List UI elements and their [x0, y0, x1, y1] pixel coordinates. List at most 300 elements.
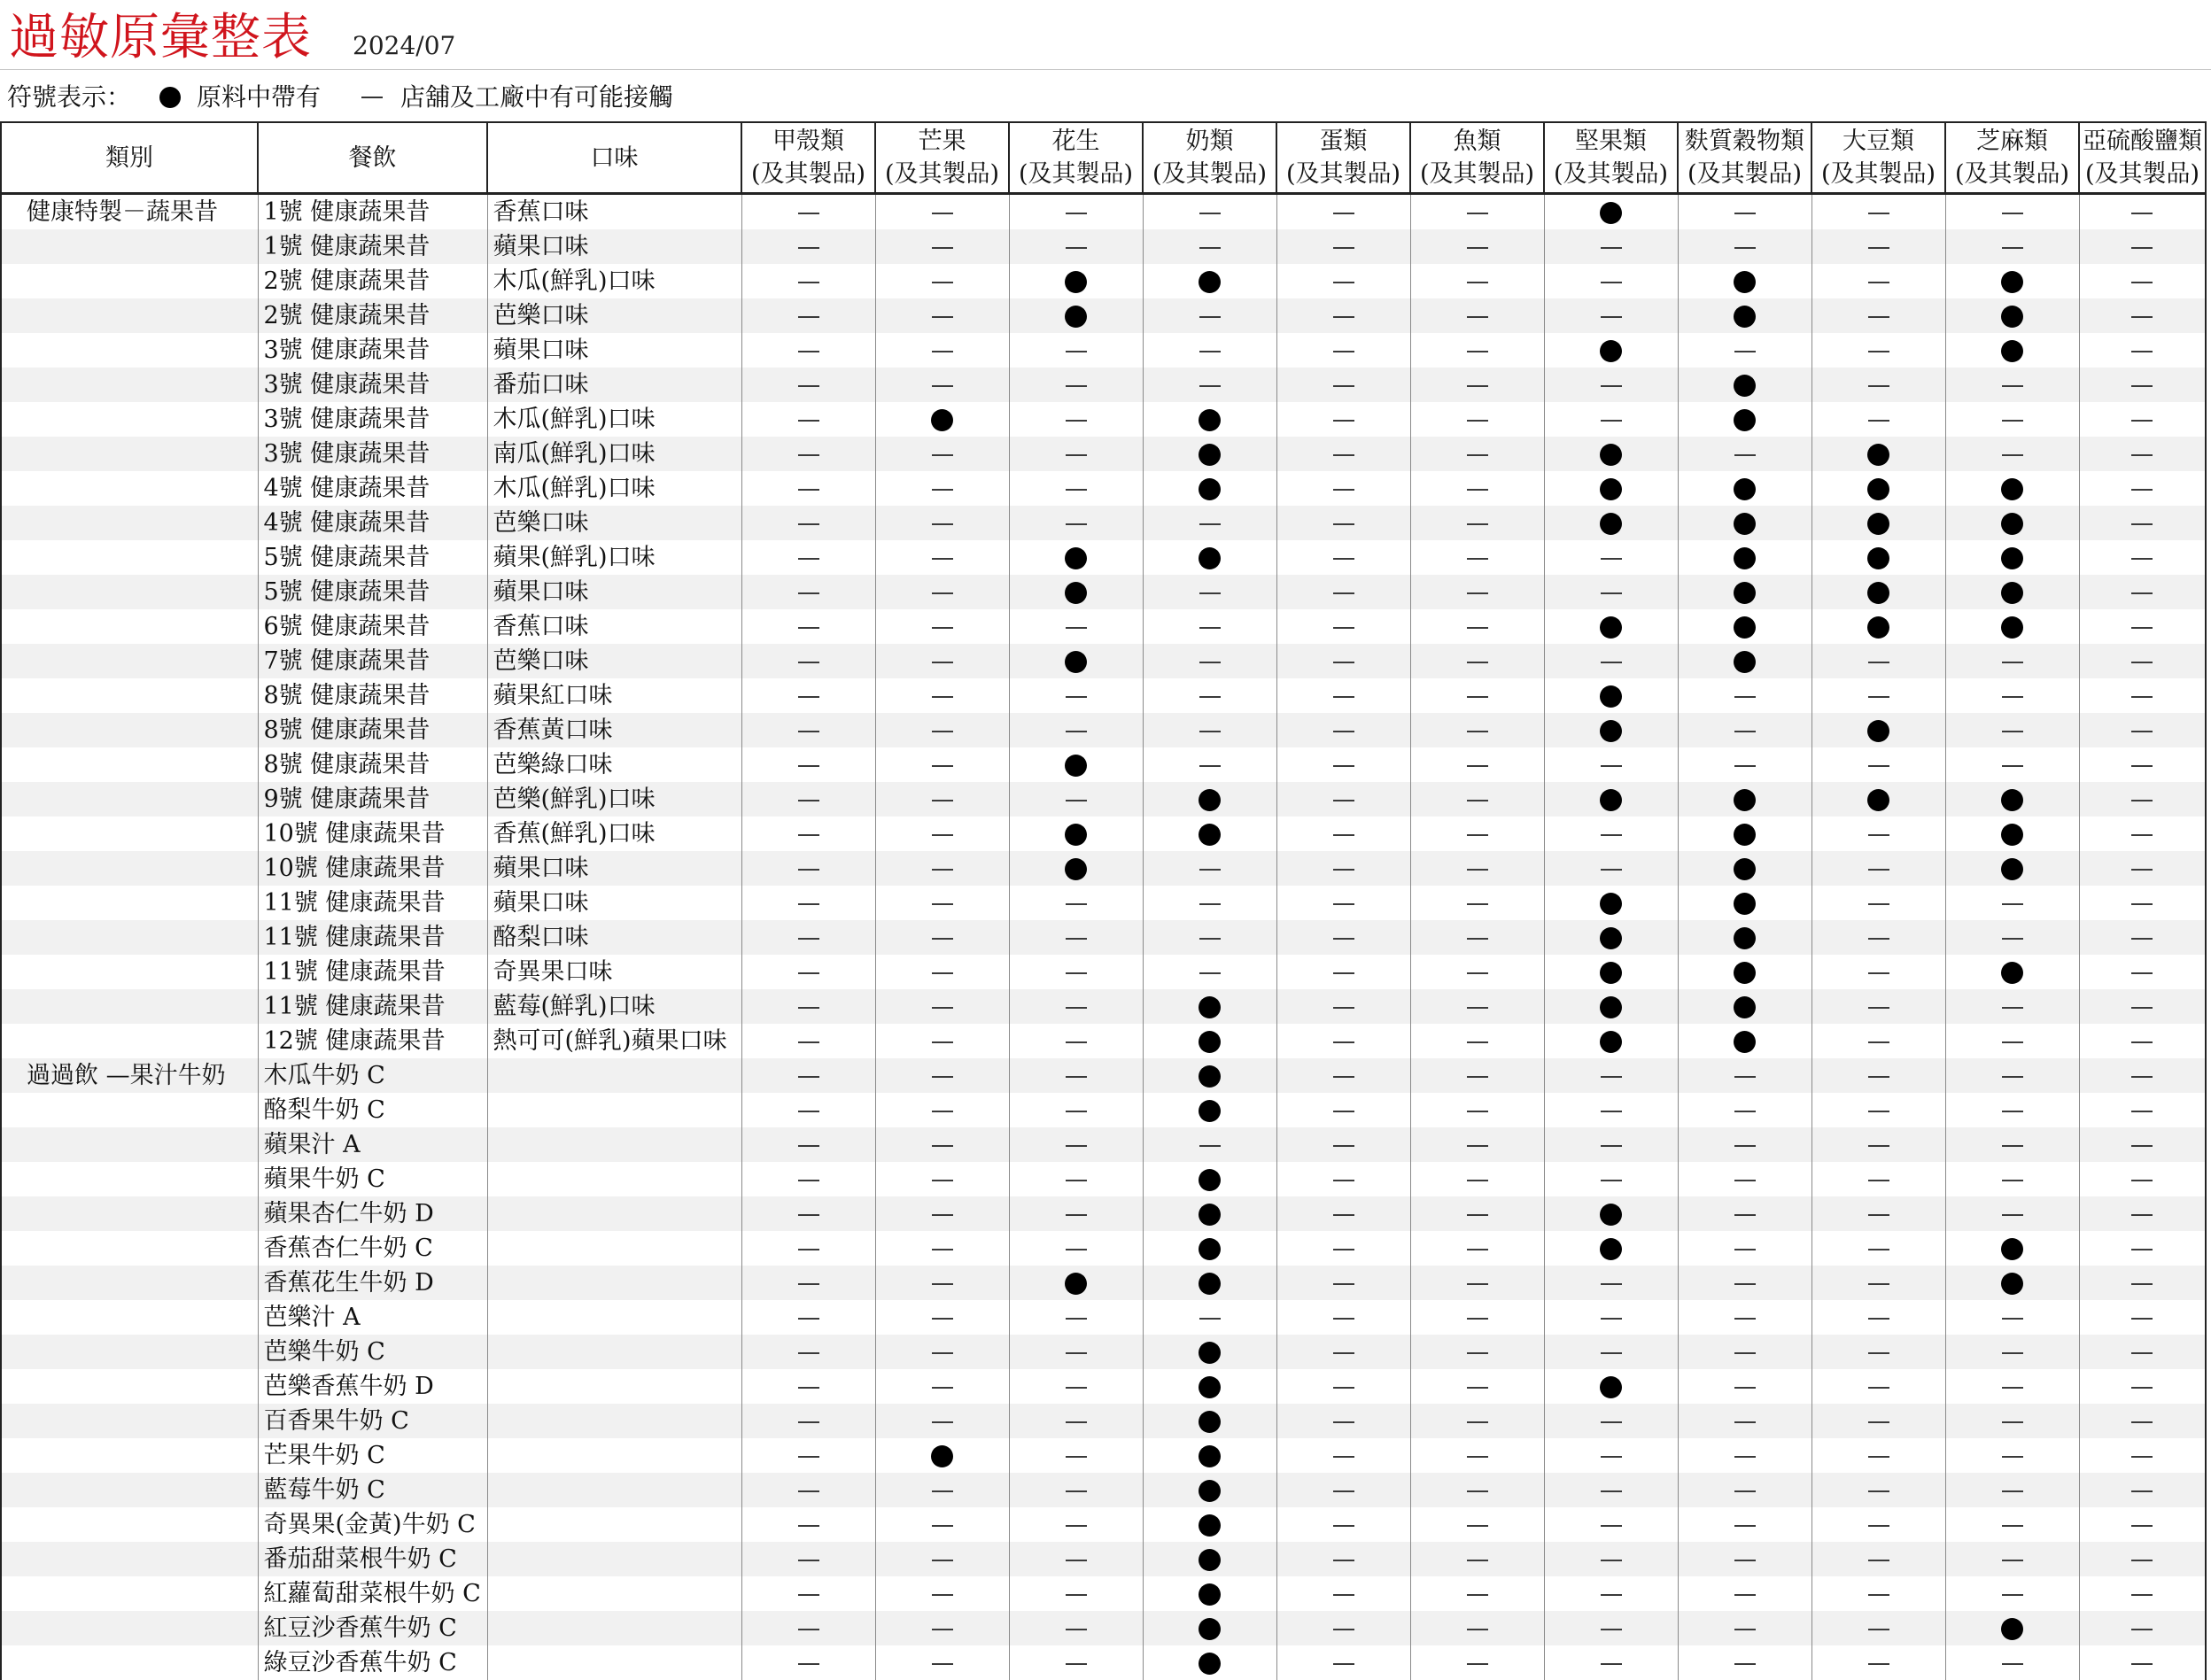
- allergen-cell: [1009, 1507, 1143, 1542]
- dash-icon: [798, 1214, 819, 1216]
- category-cell: [1, 1093, 258, 1127]
- dash-icon: [2131, 385, 2153, 387]
- category-cell: [1, 1576, 258, 1611]
- allergen-cell: [1143, 955, 1276, 989]
- filled-circle-icon: [1867, 547, 1889, 569]
- table-row: [1, 1473, 2206, 1507]
- allergen-cell: [1544, 333, 1678, 368]
- allergen-cell: [875, 471, 1009, 506]
- allergen-cell: [1410, 782, 1544, 817]
- allergen-cell: [1410, 1093, 1544, 1127]
- dash-icon: [1868, 420, 1889, 422]
- allergen-cell: [1276, 471, 1410, 506]
- dash-icon: [1601, 1180, 1622, 1181]
- dash-icon: [2002, 420, 2023, 422]
- allergen-cell: [1143, 1058, 1276, 1093]
- filled-circle-icon: [2001, 340, 2023, 362]
- dash-icon: [1467, 765, 1488, 767]
- flavor-cell: 蘋果口味: [487, 333, 741, 368]
- dash-icon: [1868, 903, 1889, 905]
- filled-circle-icon: [1600, 893, 1622, 915]
- category-cell: [1, 1127, 258, 1162]
- allergen-cell: [875, 1404, 1009, 1438]
- allergen-cell: [2079, 1542, 2206, 1576]
- flavor-cell: [487, 1335, 741, 1369]
- allergen-cell: [1410, 886, 1544, 920]
- dash-icon: [1467, 1007, 1488, 1009]
- flavor-cell: [487, 1162, 741, 1196]
- filled-circle-icon: [1065, 582, 1087, 604]
- dash-icon: [1066, 1629, 1087, 1630]
- filled-circle-icon: [1734, 927, 1756, 949]
- dash-icon: [932, 385, 953, 387]
- category-cell: [1, 1335, 258, 1369]
- dash-icon: [2002, 1180, 2023, 1181]
- dash-icon: [2131, 1594, 2153, 1596]
- allergen-cell: [2079, 1645, 2206, 1680]
- filled-circle-icon: [1734, 996, 1756, 1018]
- allergen-cell: [1009, 782, 1143, 817]
- dash-icon: [1868, 316, 1889, 318]
- allergen-cell: [1678, 886, 1811, 920]
- dash-icon: [1066, 903, 1087, 905]
- allergen-cell: [741, 194, 875, 230]
- dash-icon: [2131, 1283, 2153, 1285]
- category-cell: [1, 1266, 258, 1300]
- allergen-cell: [1811, 955, 1945, 989]
- allergen-cell: [1945, 817, 2079, 851]
- dash-icon: [1066, 1318, 1087, 1320]
- dash-icon: [1333, 1663, 1354, 1665]
- dash-icon: [1467, 1421, 1488, 1423]
- allergen-cell: [1143, 1335, 1276, 1369]
- allergen-cell: [1678, 1507, 1811, 1542]
- item-cell: 11號 健康蔬果昔: [258, 886, 487, 920]
- dash-icon: [798, 592, 819, 594]
- dash-icon: [2131, 1180, 2153, 1181]
- allergen-cell: [875, 540, 1009, 575]
- item-cell: 12號 健康蔬果昔: [258, 1024, 487, 1058]
- allergen-cell: [1009, 1231, 1143, 1266]
- dash-icon: [1734, 1594, 1756, 1596]
- filled-circle-icon: [1065, 271, 1087, 293]
- dash-icon: [2002, 1145, 2023, 1147]
- table-row: [1, 402, 2206, 437]
- allergen-cell: [2079, 989, 2206, 1024]
- flavor-cell: 蘋果口味: [487, 229, 741, 264]
- allergen-cell: [1143, 1438, 1276, 1473]
- allergen-cell: [1410, 333, 1544, 368]
- allergen-cell: [1811, 817, 1945, 851]
- dash-icon: [1066, 696, 1087, 698]
- dash-icon: [1868, 938, 1889, 940]
- allergen-cell: [1143, 1162, 1276, 1196]
- allergen-cell: [1410, 747, 1544, 782]
- allergen-cell: [1410, 1645, 1544, 1680]
- flavor-cell: [487, 1473, 741, 1507]
- category-cell: [1, 1611, 258, 1645]
- flavor-cell: 木瓜(鮮乳)口味: [487, 402, 741, 437]
- dash-icon: [1467, 1076, 1488, 1078]
- dash-icon: [1066, 213, 1087, 214]
- allergen-cell: [1143, 1196, 1276, 1231]
- dash-icon: [798, 1318, 819, 1320]
- dash-icon: [1868, 834, 1889, 836]
- flavor-cell: [487, 1507, 741, 1542]
- allergen-cell: [1276, 229, 1410, 264]
- dash-icon: [1467, 247, 1488, 249]
- allergen-cell: [1811, 1369, 1945, 1404]
- dash-icon: [2131, 1663, 2153, 1665]
- dash-icon: [798, 1421, 819, 1423]
- dash-icon: [1199, 731, 1221, 732]
- allergen-cell: [875, 1369, 1009, 1404]
- filled-circle-icon: [1734, 513, 1756, 535]
- allergen-cell: [1811, 194, 1945, 230]
- dash-icon: [2131, 213, 2153, 214]
- allergen-cell: [1410, 298, 1544, 333]
- table-row: [1, 1335, 2206, 1369]
- allergen-cell: [1544, 1611, 1678, 1645]
- dash-icon: [2131, 696, 2153, 698]
- category-cell: [1, 1542, 258, 1576]
- dash-icon: [932, 1180, 953, 1181]
- dash-icon: [798, 1560, 819, 1561]
- dash-icon: [1066, 1421, 1087, 1423]
- dash-icon: [2131, 1007, 2153, 1009]
- allergen-cell: [1009, 368, 1143, 402]
- allergen-cell: [741, 229, 875, 264]
- dash-icon: [2002, 1490, 2023, 1492]
- table-header-row: [1, 122, 2206, 194]
- allergen-cell: [1276, 886, 1410, 920]
- filled-circle-icon: [1734, 478, 1756, 500]
- dash-icon: [1467, 592, 1488, 594]
- allergen-cell: [1276, 402, 1410, 437]
- allergen-cell: [2079, 1335, 2206, 1369]
- table-row: [1, 851, 2206, 886]
- dash-icon: [1066, 1145, 1087, 1147]
- filled-circle-icon: [1867, 478, 1889, 500]
- allergen-cell: [1945, 989, 2079, 1024]
- table-row: [1, 817, 2206, 851]
- allergen-cell: [1410, 1404, 1544, 1438]
- allergen-cell: [875, 333, 1009, 368]
- dash-icon: [1601, 385, 1622, 387]
- allergen-name: 芝麻類: [1946, 125, 2078, 158]
- dash-icon: [932, 1421, 953, 1423]
- allergen-cell: [1678, 782, 1811, 817]
- allergen-cell: [1143, 1473, 1276, 1507]
- allergen-cell: [1811, 1093, 1945, 1127]
- allergen-cell: [1143, 747, 1276, 782]
- dash-icon: [798, 247, 819, 249]
- allergen-cell: [1945, 575, 2079, 609]
- allergen-cell: [1678, 1611, 1811, 1645]
- flavor-cell: 香蕉口味: [487, 194, 741, 230]
- allergen-cell: [1143, 1611, 1276, 1645]
- allergen-cell: [1945, 506, 2079, 540]
- filled-circle-icon: [1600, 444, 1622, 466]
- allergen-cell: [1945, 402, 2079, 437]
- filled-circle-icon: [1600, 962, 1622, 984]
- category-cell: [1, 747, 258, 782]
- allergen-cell: [741, 644, 875, 678]
- allergen-cell: [1544, 1093, 1678, 1127]
- dash-icon: [1601, 247, 1622, 249]
- category-cell: 過過飲 —果汁牛奶: [1, 1058, 258, 1093]
- dash-icon: [1333, 1594, 1354, 1596]
- allergen-cell: [1678, 920, 1811, 955]
- allergen-cell: [1945, 1576, 2079, 1611]
- allergen-name: 花生: [1010, 125, 1142, 158]
- allergen-cell: [1811, 644, 1945, 678]
- dash-icon: [2002, 662, 2023, 663]
- table-row: [1, 1162, 2206, 1196]
- dash-icon: [1333, 1421, 1354, 1423]
- dash-icon: [798, 1490, 819, 1492]
- filled-circle-icon: [1600, 1376, 1622, 1398]
- dash-icon: [2131, 938, 2153, 940]
- allergen-cell: [1410, 1231, 1544, 1266]
- dash-icon: [1868, 662, 1889, 663]
- allergen-cell: [1811, 471, 1945, 506]
- allergen-name: 堅果類: [1545, 125, 1677, 158]
- allergen-cell: [1276, 989, 1410, 1024]
- legend: [7, 80, 673, 115]
- dash-icon: [1199, 351, 1221, 352]
- dash-icon: [798, 454, 819, 456]
- allergen-cell: [1678, 506, 1811, 540]
- allergen-cell: [1143, 333, 1276, 368]
- allergen-name: 甲殼類: [742, 125, 874, 158]
- dash-icon: [1066, 454, 1087, 456]
- item-cell: 10號 健康蔬果昔: [258, 817, 487, 851]
- category-cell: [1, 713, 258, 747]
- allergen-cell: [1811, 1024, 1945, 1058]
- dash-icon: [2131, 1145, 2153, 1147]
- item-cell: 3號 健康蔬果昔: [258, 437, 487, 471]
- allergen-cell: [1811, 368, 1945, 402]
- allergen-cell: [1544, 437, 1678, 471]
- allergen-cell: [1678, 817, 1811, 851]
- dash-icon: [2131, 662, 2153, 663]
- allergen-cell: [1945, 540, 2079, 575]
- dash-icon: [932, 1525, 953, 1527]
- allergen-cell: [1276, 264, 1410, 298]
- allergen-cell: [1811, 1266, 1945, 1300]
- allergen-cell: [1009, 402, 1143, 437]
- allergen-cell: [1410, 851, 1544, 886]
- filled-circle-icon: [159, 87, 181, 108]
- dash-icon: [2131, 282, 2153, 283]
- filled-circle-icon: [2001, 1238, 2023, 1260]
- filled-circle-icon: [1199, 547, 1221, 569]
- item-cell: 5號 健康蔬果昔: [258, 575, 487, 609]
- dash-icon: [1333, 834, 1354, 836]
- allergen-cell: [1678, 1576, 1811, 1611]
- allergen-cell: [1945, 1093, 2079, 1127]
- allergen-cell: [1544, 1058, 1678, 1093]
- category-cell: [1, 644, 258, 678]
- table-row: [1, 678, 2206, 713]
- item-cell: 11號 健康蔬果昔: [258, 955, 487, 989]
- dash-icon: [932, 662, 953, 663]
- allergen-cell: [1009, 1404, 1143, 1438]
- dash-icon: [2131, 903, 2153, 905]
- allergen-cell: [741, 1266, 875, 1300]
- allergen-cell: [1811, 264, 1945, 298]
- allergen-cell: [875, 1300, 1009, 1335]
- allergen-cell: [1811, 747, 1945, 782]
- allergen-cell: [1945, 368, 2079, 402]
- allergen-cell: [1009, 1024, 1143, 1058]
- filled-circle-icon: [2001, 513, 2023, 535]
- allergen-cell: [1410, 471, 1544, 506]
- dash-icon: [1868, 282, 1889, 283]
- allergen-cell: [1811, 782, 1945, 817]
- dash-icon: [1199, 938, 1221, 940]
- filled-circle-icon: [1867, 720, 1889, 742]
- allergen-cell: [875, 1542, 1009, 1576]
- dash-icon: [2002, 1318, 2023, 1320]
- allergen-cell: [1276, 1611, 1410, 1645]
- dash-icon: [2002, 1007, 2023, 1009]
- allergen-cell: [1276, 1093, 1410, 1127]
- allergen-cell: [1678, 1266, 1811, 1300]
- dash-icon: [2131, 765, 2153, 767]
- allergen-cell: [1143, 1300, 1276, 1335]
- dash-icon: [798, 903, 819, 905]
- flavor-cell: [487, 1300, 741, 1335]
- allergen-cell: [1544, 402, 1678, 437]
- allergen-cell: [2079, 1300, 2206, 1335]
- allergen-cell: [2079, 1024, 2206, 1058]
- item-cell: 8號 健康蔬果昔: [258, 678, 487, 713]
- flavor-cell: 蘋果口味: [487, 886, 741, 920]
- allergen-cell: [1143, 506, 1276, 540]
- allergen-cell: [1945, 1300, 2079, 1335]
- dash-icon: [1467, 903, 1488, 905]
- dash-icon: [1467, 1663, 1488, 1665]
- allergen-cell: [2079, 1127, 2206, 1162]
- dash-icon: [798, 420, 819, 422]
- dash-icon: [798, 869, 819, 871]
- dash-icon: [1467, 385, 1488, 387]
- flavor-cell: 芭樂(鮮乳)口味: [487, 782, 741, 817]
- allergen-cell: [875, 851, 1009, 886]
- allergen-cell: [1811, 1058, 1945, 1093]
- allergen-cell: [2079, 575, 2206, 609]
- allergen-cell: [1009, 851, 1143, 886]
- allergen-cell: [1009, 229, 1143, 264]
- col-header-allergen: [741, 122, 875, 194]
- filled-circle-icon: [1600, 478, 1622, 500]
- allergen-cell: [741, 851, 875, 886]
- dash-icon: [932, 869, 953, 871]
- dash-icon: [1601, 316, 1622, 318]
- allergen-cell: [1945, 1024, 2079, 1058]
- dash-icon: [1467, 731, 1488, 732]
- allergen-cell: [1544, 886, 1678, 920]
- allergen-cell: [1544, 1335, 1678, 1369]
- category-cell: [1, 333, 258, 368]
- dash-icon: [1333, 1180, 1354, 1181]
- dash-icon: [1333, 385, 1354, 387]
- allergen-cell: [875, 1196, 1009, 1231]
- flavor-cell: 藍莓(鮮乳)口味: [487, 989, 741, 1024]
- dash-icon: [1601, 1594, 1622, 1596]
- category-cell: 健康特製－蔬果昔: [1, 194, 258, 230]
- category-cell: [1, 1024, 258, 1058]
- allergen-cell: [1544, 264, 1678, 298]
- allergen-cell: [1009, 1162, 1143, 1196]
- allergen-cell: [2079, 782, 2206, 817]
- col-header-allergen: [1143, 122, 1276, 194]
- allergen-cell: [1276, 920, 1410, 955]
- filled-circle-icon: [1600, 616, 1622, 639]
- item-cell: 酪梨牛奶 C: [258, 1093, 487, 1127]
- dash-icon: [1601, 1318, 1622, 1320]
- category-cell: [1, 817, 258, 851]
- allergen-cell: [1009, 1438, 1143, 1473]
- allergen-cell: [2079, 540, 2206, 575]
- allergen-cell: [1811, 1507, 1945, 1542]
- allergen-cell: [1945, 298, 2079, 333]
- allergen-cell: [2079, 1576, 2206, 1611]
- allergen-cell: [1678, 1335, 1811, 1369]
- allergen-cell: [1143, 886, 1276, 920]
- dash-icon: [1066, 1525, 1087, 1527]
- dash-icon: [2131, 1490, 2153, 1492]
- allergen-cell: [875, 264, 1009, 298]
- allergen-cell: [875, 1024, 1009, 1058]
- dash-icon: [932, 1076, 953, 1078]
- allergen-cell: [2079, 817, 2206, 851]
- allergen-cell: [1143, 471, 1276, 506]
- table-row: [1, 368, 2206, 402]
- flavor-cell: 芭樂口味: [487, 506, 741, 540]
- category-cell: [1, 540, 258, 575]
- dash-icon: [1868, 869, 1889, 871]
- allergen-cell: [1544, 955, 1678, 989]
- allergen-cell: [1009, 1127, 1143, 1162]
- allergen-cell: [1811, 678, 1945, 713]
- dash-icon: [1333, 1214, 1354, 1216]
- dash-icon: [1467, 1560, 1488, 1561]
- allergen-cell: [1811, 1542, 1945, 1576]
- table-row: [1, 955, 2206, 989]
- allergen-cell: [1544, 989, 1678, 1024]
- category-cell: [1, 1473, 258, 1507]
- allergen-cell: [1678, 609, 1811, 644]
- dash-icon: [1467, 1041, 1488, 1043]
- dash-icon: [932, 834, 953, 836]
- col-header-allergen: [1009, 122, 1143, 194]
- dash-icon: [932, 1249, 953, 1250]
- category-cell: [1, 1300, 258, 1335]
- dash-icon: [1066, 420, 1087, 422]
- dash-icon: [1467, 1525, 1488, 1527]
- allergen-cell: [1811, 298, 1945, 333]
- filled-circle-icon: [1199, 1549, 1221, 1571]
- filled-circle-icon: [1199, 1204, 1221, 1226]
- flavor-cell: 蘋果口味: [487, 575, 741, 609]
- dash-icon: [1199, 1318, 1221, 1320]
- allergen-cell: [1410, 1369, 1544, 1404]
- dash-icon: [1734, 1560, 1756, 1561]
- filled-circle-icon: [1600, 789, 1622, 811]
